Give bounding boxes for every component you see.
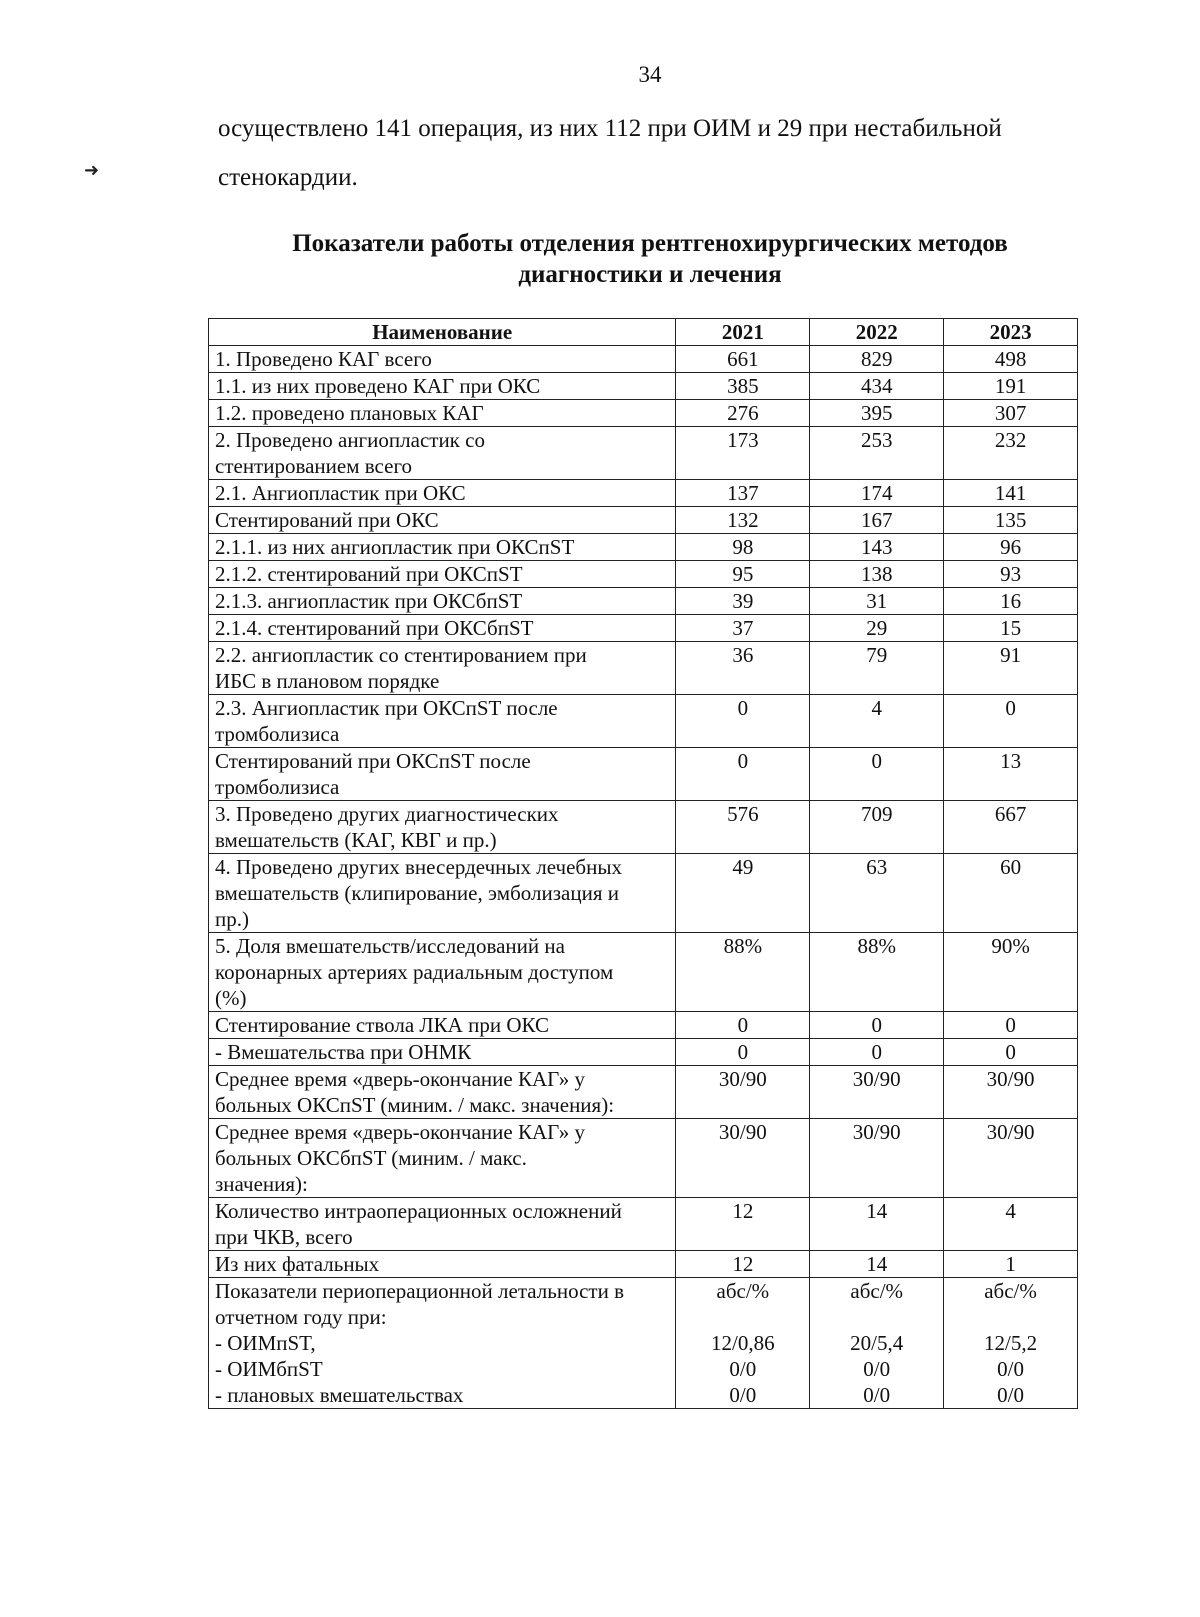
row-value-cell: 30/90 [676, 1119, 810, 1198]
row-value-cell: 0 [944, 1012, 1078, 1039]
row-value-cell: абс/% 12/0,86 0/0 0/0 [676, 1278, 810, 1409]
row-name-cell: 2.1.4. стентирований при ОКСбпST [209, 615, 676, 642]
table-row [209, 534, 1078, 561]
table-row [209, 507, 1078, 534]
row-name-cell: 1.2. проведено плановых КАГ [209, 400, 676, 427]
row-value-cell: 307 [944, 400, 1078, 427]
row-name-cell: 2.3. Ангиопластик при ОКСпST после тромболизиса [209, 695, 676, 748]
row-value-cell: 96 [944, 534, 1078, 561]
row-value-cell: 0 [676, 1039, 810, 1066]
table-row [209, 695, 1078, 748]
row-value-cell: 232 [944, 427, 1078, 480]
column-header-year: 2022 [810, 319, 944, 346]
row-value-cell: 0 [944, 695, 1078, 748]
row-name-cell: 2.2. ангиопластик со стентированием при ИБС в плановом порядке [209, 642, 676, 695]
row-value-cell: 174 [810, 480, 944, 507]
row-name-cell: Из них фатальных [209, 1251, 676, 1278]
row-value-cell: 1 [944, 1251, 1078, 1278]
row-name-cell: 3. Проведено других диагностических вмешательств (КАГ, КВГ и пр.) [209, 801, 676, 854]
row-value-cell: 12 [676, 1198, 810, 1251]
row-value-cell: 132 [676, 507, 810, 534]
row-name-cell: 2. Проведено ангиопластик со стентированием всего [209, 427, 676, 480]
row-value-cell: 253 [810, 427, 944, 480]
table-row [209, 801, 1078, 854]
row-value-cell: 37 [676, 615, 810, 642]
column-header-year: 2021 [676, 319, 810, 346]
row-value-cell: 30/90 [810, 1119, 944, 1198]
row-name-cell: 5. Доля вмешательств/исследований на коронарных артериях радиальным доступом (%) [209, 933, 676, 1012]
row-value-cell: 191 [944, 373, 1078, 400]
table-row [209, 748, 1078, 801]
row-value-cell: 60 [944, 854, 1078, 933]
row-value-cell: 88% [676, 933, 810, 1012]
row-name-cell: - Вмешательства при ОНМК [209, 1039, 676, 1066]
table-row [209, 480, 1078, 507]
row-value-cell: 0 [676, 695, 810, 748]
table-row [209, 373, 1078, 400]
row-value-cell: 661 [676, 346, 810, 373]
table-row [209, 400, 1078, 427]
row-value-cell: абс/% 12/5,2 0/0 0/0 [944, 1278, 1078, 1409]
table-row [209, 1066, 1078, 1119]
row-value-cell: 95 [676, 561, 810, 588]
intro-line: осуществлено 141 операция, из них 112 при ОИМ и 29 при нестабильной [218, 115, 1002, 142]
row-value-cell: 173 [676, 427, 810, 480]
row-value-cell: 79 [810, 642, 944, 695]
row-name-cell: Показатели периоперационной летальности в отчетном году при: - ОИМпST, - ОИМбпST - плановых вмешательствах [209, 1278, 676, 1409]
row-value-cell: 0 [944, 1039, 1078, 1066]
row-value-cell: 276 [676, 400, 810, 427]
column-header-name: Наименование [209, 319, 676, 346]
row-value-cell: 49 [676, 854, 810, 933]
row-name-cell: 1. Проведено КАГ всего [209, 346, 676, 373]
row-value-cell: 709 [810, 801, 944, 854]
row-name-cell: Стентирований при ОКСпST после тромболизиса [209, 748, 676, 801]
row-name-cell: 2.1.2. стентирований при ОКСпST [209, 561, 676, 588]
row-value-cell: 385 [676, 373, 810, 400]
row-value-cell: 15 [944, 615, 1078, 642]
intro-line: стенокардии. [218, 164, 358, 191]
row-value-cell: 137 [676, 480, 810, 507]
table-row [209, 642, 1078, 695]
row-value-cell: 0 [810, 1039, 944, 1066]
row-value-cell: 143 [810, 534, 944, 561]
row-name-cell: 2.1.3. ангиопластик при ОКСбпST [209, 588, 676, 615]
table-row [209, 1278, 1078, 1409]
table-row [209, 1198, 1078, 1251]
row-value-cell: 667 [944, 801, 1078, 854]
intro-paragraph [218, 104, 1086, 202]
table-row [209, 1039, 1078, 1066]
table-row [209, 854, 1078, 933]
row-name-cell: 2.1. Ангиопластик при ОКС [209, 480, 676, 507]
row-value-cell: 31 [810, 588, 944, 615]
row-value-cell: 30/90 [944, 1066, 1078, 1119]
table-row [209, 427, 1078, 480]
page-number: 34 [638, 62, 662, 87]
table-row [209, 1012, 1078, 1039]
row-value-cell: 498 [944, 346, 1078, 373]
table-row [209, 1119, 1078, 1198]
row-value-cell: 88% [810, 933, 944, 1012]
row-name-cell: 2.1.1. из них ангиопластик при ОКСпST [209, 534, 676, 561]
row-value-cell: 14 [810, 1251, 944, 1278]
table-row [209, 615, 1078, 642]
row-value-cell: 63 [810, 854, 944, 933]
row-value-cell: 4 [944, 1198, 1078, 1251]
row-value-cell: 395 [810, 400, 944, 427]
table-row [209, 588, 1078, 615]
row-value-cell: 0 [676, 748, 810, 801]
table-row [209, 561, 1078, 588]
row-value-cell: 135 [944, 507, 1078, 534]
row-name-cell: Среднее время «дверь-окончание КАГ» у больных ОКСпST (миним. / макс. значения): [209, 1066, 676, 1119]
row-value-cell: 13 [944, 748, 1078, 801]
row-value-cell: 0 [810, 1012, 944, 1039]
column-header-year: 2023 [944, 319, 1078, 346]
row-name-cell: Стентирований при ОКС [209, 507, 676, 534]
row-value-cell: 434 [810, 373, 944, 400]
section-title-line: диагностики и лечения [518, 261, 782, 288]
row-value-cell: 36 [676, 642, 810, 695]
table-row [209, 346, 1078, 373]
table-row [209, 933, 1078, 1012]
row-value-cell: 141 [944, 480, 1078, 507]
indicators-table [208, 318, 1078, 1409]
row-value-cell: 138 [810, 561, 944, 588]
row-value-cell: 93 [944, 561, 1078, 588]
row-value-cell: 39 [676, 588, 810, 615]
margin-mark-icon: ➜ [84, 160, 100, 180]
row-name-cell: 1.1. из них проведено КАГ при ОКС [209, 373, 676, 400]
section-title-line: Показатели работы отделения рентгенохирургических методов [292, 230, 1008, 257]
row-value-cell: 98 [676, 534, 810, 561]
row-value-cell: 0 [676, 1012, 810, 1039]
row-value-cell: 0 [810, 748, 944, 801]
row-name-cell: Количество интраоперационных осложнений при ЧКВ, всего [209, 1198, 676, 1251]
row-name-cell: Стентирование ствола ЛКА при ОКС [209, 1012, 676, 1039]
table-row [209, 1251, 1078, 1278]
row-value-cell: 16 [944, 588, 1078, 615]
row-value-cell: 30/90 [810, 1066, 944, 1119]
table-body [209, 346, 1078, 1409]
row-value-cell: 167 [810, 507, 944, 534]
row-name-cell: 4. Проведено других внесердечных лечебных вмешательств (клипирование, эмболизация и пр.) [209, 854, 676, 933]
row-value-cell: 12 [676, 1251, 810, 1278]
table-header-row [209, 319, 1078, 346]
row-value-cell: 29 [810, 615, 944, 642]
row-value-cell: 14 [810, 1198, 944, 1251]
row-value-cell: 4 [810, 695, 944, 748]
row-value-cell: 91 [944, 642, 1078, 695]
row-value-cell: 829 [810, 346, 944, 373]
row-value-cell: 90% [944, 933, 1078, 1012]
row-value-cell: 30/90 [944, 1119, 1078, 1198]
row-name-cell: Среднее время «дверь-окончание КАГ» у больных ОКСбпST (миним. / макс. значения): [209, 1119, 676, 1198]
row-value-cell: 30/90 [676, 1066, 810, 1119]
row-value-cell: 576 [676, 801, 810, 854]
row-value-cell: абс/% 20/5,4 0/0 0/0 [810, 1278, 944, 1409]
section-title [150, 228, 1150, 290]
